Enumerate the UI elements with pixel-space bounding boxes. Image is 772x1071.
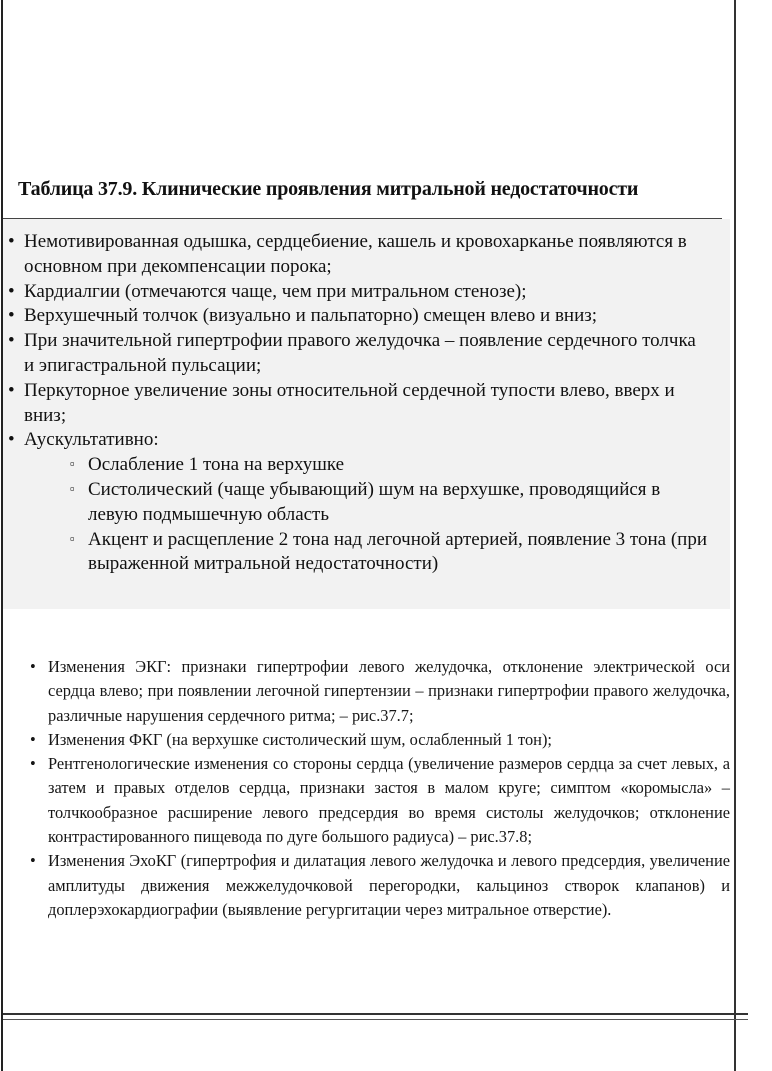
sub-list-item: ▫ Систолический (чаще убывающий) шум на верхушке, проводящийся в левую подмышечную область [70, 478, 661, 525]
list-item: • Немотивированная одышка, сердцебиение, кашель и кровохарканье появляются в основном при декомпенсации порока; [8, 231, 687, 277]
list-item: • При значительной гипертрофии правого желудочка – появление сердечного толчка и эпигастральной пульсации; [8, 330, 696, 376]
list-item: • Изменения ЭхоКГ (гипертрофия и дилатация левого желудочка и левого предсердия, увеличение амплитуды движения межжелудочковой перегородки, кальциноз створок клапанов) и доплерэхокардиографии (выявление регургитации через митральное отверстие). [30, 851, 730, 919]
sub-list-item: ▫ Ослабление 1 тона на верхушке [70, 454, 345, 476]
sub-list [24, 453, 708, 577]
list-item: • Перкуторное увеличение зоны относительной сердечной тупости влево, вверх и вниз; [8, 379, 675, 426]
list-item: • Изменения ФКГ (на верхушке систолический шум, ослабленный 1 тон); [30, 729, 552, 749]
table-list [8, 230, 708, 577]
list-item: • Рентгенологические изменения со стороны сердца (увеличение размеров сердца за счет левых, а затем и правых отделов сердца, признаки застоя в малом круге; симптом «коромысла» – толчкообразное расширение левого предсердия во время систолы желудочков; отклонение контрастированного пищевода по дуге большого радиуса) – рис.37.8; [30, 754, 730, 847]
list-item: • Аускультативно: ▫ Ослабление 1 тона на верхушке ▫ Систолический (чаще убывающий) шум на верхушке, проводящийся в левую подмышечную область ▫ Акцент и расщепление 2 тона над легочной артерией, появление 3 тона (при выраженной митральной недостаточности) [8, 428, 708, 577]
body-list [30, 655, 730, 922]
list-item: • Кардиалгии (отмечаются чаще, чем при митральном стенозе); [8, 280, 527, 302]
page-border-right [734, 0, 736, 1071]
bottom-rule-thin [3, 1019, 748, 1020]
table-caption: Таблица 37.9. Клинические проявления митральной недостаточности [18, 178, 639, 200]
sub-list-item: ▫ Акцент и расщепление 2 тона над легочной артерией, появление 3 тона (при выраженной митральной недостаточности) [70, 528, 707, 575]
list-item: • Верхушечный толчок (визуально и пальпаторно) смещен влево и вниз; [8, 305, 598, 327]
list-item: • Изменения ЭКГ: признаки гипертрофии левого желудочка, отклонение электрической оси сердца влево; при появлении легочной гипертензии – признаки гипертрофии правого желудочка, различные нарушения сердечного ритма; – рис.37.7; [30, 657, 730, 725]
bottom-rule [3, 1013, 748, 1015]
